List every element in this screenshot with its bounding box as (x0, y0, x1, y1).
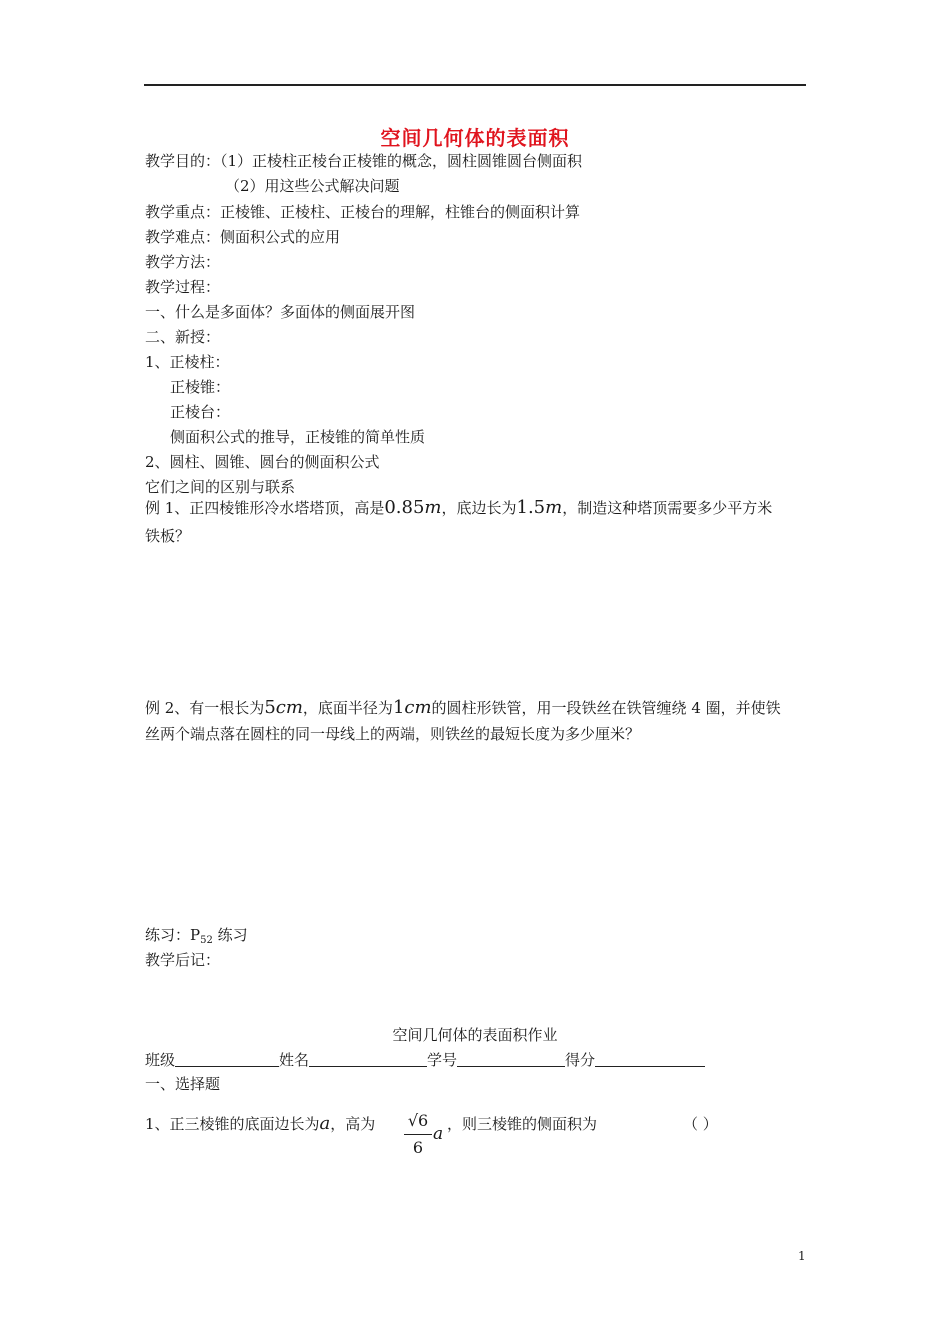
example-1-side: 1.5m (516, 497, 563, 518)
class-blank[interactable] (175, 1050, 279, 1067)
objectives-label: 教学目的： (145, 152, 221, 170)
score-label: 得分 (565, 1051, 596, 1069)
example-1-line-2: 铁板？ (145, 527, 191, 545)
example-1-line-1: 例 1、正四棱锥形冷水塔塔顶，高是0.85m，底边长为1.5m，制造这种塔顶需要多少平方米 (145, 497, 773, 518)
choice-section: 一、选择题 (145, 1075, 221, 1093)
fraction-numerator: √6 (407, 1111, 429, 1130)
item-1: 1、正棱柱： (145, 353, 230, 371)
difficulty: 教学难点：侧面积公式的应用 (145, 228, 341, 246)
process: 教学过程： (145, 278, 221, 296)
item-1b: 正棱锥： (170, 378, 231, 396)
item-2: 2、圆柱、圆锥、圆台的侧面积公式 (145, 453, 380, 471)
class-label: 班级 (145, 1051, 176, 1069)
practice-page-sub: 52 (200, 935, 213, 946)
objective-2: （2）用这些公式解决问题 (225, 177, 400, 195)
page-number: 1 (798, 1249, 806, 1263)
example-1-height: 0.85m (384, 497, 442, 518)
number-label: 学号 (427, 1051, 458, 1069)
objective-1: （1）正棱柱正棱台正棱锥的概念，圆柱圆锥圆台侧面积 (220, 152, 583, 170)
item-1c: 正棱台： (170, 403, 231, 421)
page-title: 空间几何体的表面积 (380, 126, 570, 150)
method: 教学方法： (145, 253, 221, 271)
practice-line: 练习：$P_{52}$ 练习 (145, 926, 248, 946)
key-points: 教学重点：正棱锥、正棱柱、正棱台的理解，柱锥台的侧面积计算 (145, 203, 581, 221)
section-1: 一、什么是多面体？多面体的侧面展开图 (145, 303, 416, 321)
fraction-bar (404, 1134, 432, 1135)
question-1-fraction (404, 1110, 432, 1159)
fraction-var: a (433, 1124, 444, 1144)
score-blank[interactable] (595, 1050, 705, 1067)
example-2-length: 5cm (264, 697, 303, 718)
name-label: 姓名 (279, 1051, 310, 1069)
name-blank[interactable] (309, 1050, 427, 1067)
header-rule (144, 84, 806, 86)
question-1: 1、正三棱锥的底面边长为a，高为 (145, 1113, 376, 1134)
item-2b: 它们之间的区别与联系 (145, 478, 296, 496)
answer-bracket[interactable]: （ ） (683, 1115, 718, 1133)
item-1d: 侧面积公式的推导，正棱锥的简单性质 (170, 428, 426, 446)
objectives-line (145, 151, 582, 171)
question-1-var: a (319, 1113, 331, 1134)
number-blank[interactable] (457, 1050, 565, 1067)
example-2-radius: 1cm (392, 697, 432, 718)
question-1-suffix: ，则三棱锥的侧面积为 (447, 1115, 598, 1133)
example-2-line-1: 例 2、有一根长为5cm，底面半径为1cm的圆柱形铁管，用一段铁丝在铁管缠绕 4 圈，并使铁 (145, 697, 781, 718)
example-2-line-2: 丝两个端点落在圆柱的同一母线上的两端，则铁丝的最短长度为多少厘米？ (145, 725, 641, 743)
afterword: 教学后记： (145, 951, 221, 969)
homework-title: 空间几何体的表面积作业 (392, 1026, 558, 1044)
fraction-denominator: 6 (412, 1138, 424, 1157)
info-fields (145, 1050, 705, 1070)
section-2: 二、新授： (145, 328, 221, 346)
